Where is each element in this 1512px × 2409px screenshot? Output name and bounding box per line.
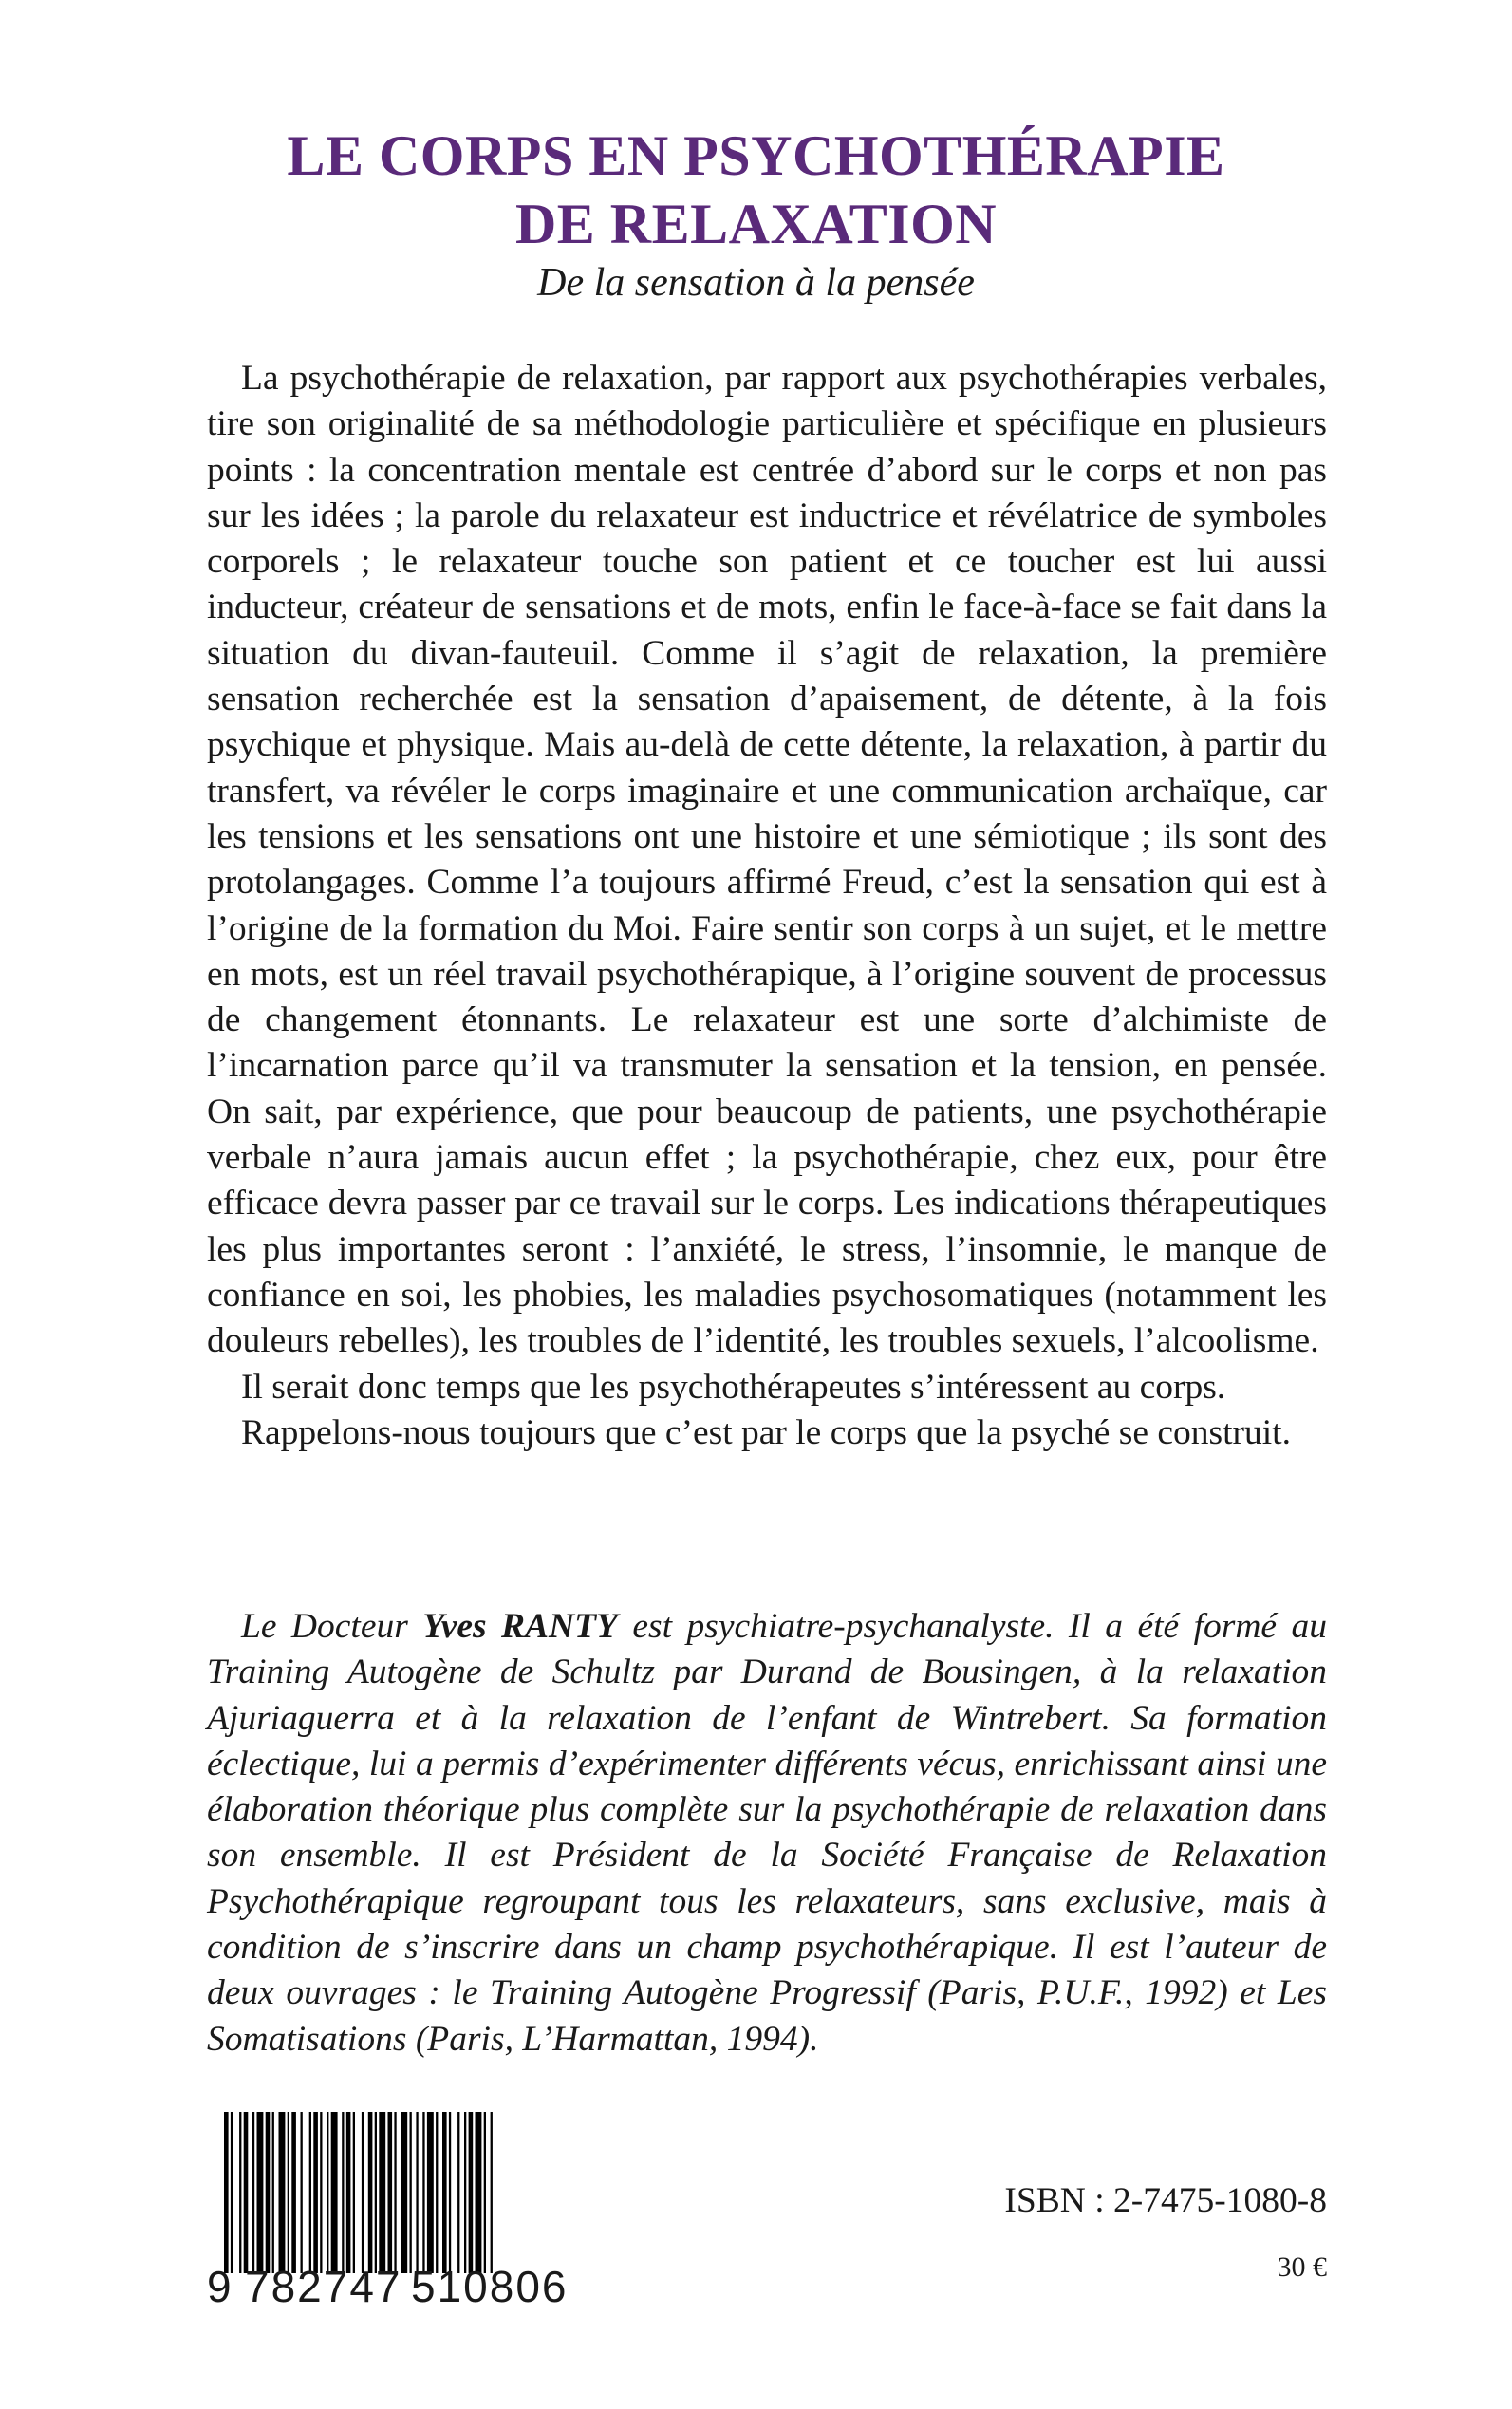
- barcode-bar: [288, 2112, 289, 2273]
- barcode-digits-left: 782747: [245, 2262, 402, 2311]
- barcode-bar: [272, 2112, 274, 2273]
- barcode-bar: [327, 2112, 328, 2273]
- barcode-bar: [394, 2112, 396, 2273]
- barcode-bar: [416, 2112, 418, 2273]
- barcode-bar: [224, 2112, 229, 2273]
- barcode-bar: [491, 2112, 493, 2273]
- barcode-bar: [331, 2112, 338, 2273]
- barcode-bar: [449, 2112, 451, 2273]
- barcode-digits-right: 510806: [411, 2262, 569, 2311]
- summary-paragraph-1: La psychothérapie de relaxation, par rapport aux psychothérapies verbales, tire son originalité de sa méthodologie particulière et spécifique en plusieurs points : la concentration mentale est centrée d’abord sur le corps et non pas sur les idées ; la parole du relaxateur est inductrice et révélatrice de symboles corporels ; le relaxateur touche son patient et ce toucher est lui aussi inducteur, créateur de sensations et de mots, enfin le face-à-face se fait dans la situation du divan-fauteuil. Comme il s’agit de relaxation, la première sensation recherchée est la sensation d’apaisement, de détente, à la fois psychique et physique. Mais au-delà de cette détente, la relaxation, à partir du transfert, va révéler le corps imaginaire et une communication archaïque, car les tensions et les sensations ont une histoire et une sémiotique ; ils sont des protolangages. Comme l’a toujours affirmé Freud, c’est la sensation qui est à l’origine de la formation du Moi. Faire sentir son corps à un sujet, et le mettre en mots, est un réel travail psychothérapique, à l’origine souvent de processus de changement étonnants. Le relaxateur est une sorte d’alchimiste de l’incarnation parce qu’il va transmuter la sensation et la tension, en pensée. On sait, par expérience, que pour beaucoup de patients, une psychothérapie verbale n’aura jamais aucun effet ; la psychothérapie, chez eux, pour être efficace devra passer par ce travail sur le corps. Les indications thérapeutiques les plus importantes seront : l’anxiété, le stress, l’insomnie, le manque de confiance en soi, les phobies, les maladies psychosomatiques (notamment les douleurs rebelles), les troubles de l’identité, les troubles sexuels, l’alcoolisme.: [207, 359, 1327, 1361]
- barcode-bars: [224, 2112, 575, 2273]
- summary-text: [207, 356, 1327, 1456]
- book-title-line-2: DE RELAXATION: [514, 193, 998, 255]
- barcode-bar: [464, 2112, 466, 2273]
- barcode: [207, 2112, 579, 2311]
- barcode-bar: [313, 2112, 318, 2273]
- barcode-bar: [457, 2112, 459, 2273]
- barcode-bar: [379, 2112, 385, 2273]
- barcode-bar: [484, 2112, 486, 2273]
- barcode-bar: [353, 2112, 355, 2273]
- bio-prefix: Le Docteur: [241, 1607, 423, 1646]
- summary-paragraph-2: Il serait donc temps que les psychothérapeutes s’intéressent au corps.: [241, 1367, 1226, 1407]
- barcode-bar: [442, 2112, 447, 2273]
- barcode-bar: [309, 2112, 311, 2273]
- price-label: 30 €: [1277, 2251, 1327, 2283]
- author-name: Yves RANTY: [422, 1607, 618, 1646]
- barcode-digits: [207, 2264, 579, 2309]
- barcode-bar: [266, 2112, 271, 2273]
- barcode-bar: [469, 2112, 474, 2273]
- barcode-bar: [401, 2112, 407, 2273]
- barcode-bar: [436, 2112, 438, 2273]
- barcode-bar: [279, 2112, 286, 2273]
- barcode-bar: [291, 2112, 296, 2273]
- author-bio: [207, 1604, 1327, 2063]
- bio-text: est psychiatre-psychanalyste. Il a été formé au Training Autogène de Schultz par Durand de Bousingen, à la relaxation Ajuriaguerra et à la relaxation de l’enfant de Wintrebert. Sa formation éclectique, lui a permis d’expérimenter différents vécus, enrichissant ainsi une élaboration théorique plus complète sur la psychothérapie de relaxation dans son ensemble. Il est Président de la Société Française de Relaxation Psychothérapique regroupant tous les relaxateurs, sans exclusive, mais à condition de s’inscrire dans un champ psychothérapique. Il est l’auteur de deux ouvrages : le Training Autogène Progressif (Paris, P.U.F., 1992) et Les Somatisations (Paris, L’Harmattan, 1994).: [207, 1607, 1327, 2059]
- barcode-bar: [476, 2112, 482, 2273]
- book-title: [0, 121, 1512, 258]
- barcode-bar: [257, 2112, 264, 2273]
- barcode-digit-first: 9: [207, 2262, 232, 2311]
- barcode-bar: [410, 2112, 412, 2273]
- barcode-bar: [388, 2112, 393, 2273]
- barcode-bar: [301, 2112, 303, 2273]
- barcode-bar: [320, 2112, 322, 2273]
- barcode-bar: [239, 2112, 241, 2273]
- barcode-bar: [252, 2112, 254, 2273]
- barcode-bar: [422, 2112, 424, 2273]
- barcode-bar: [342, 2112, 344, 2273]
- summary-paragraph-3: Rappelons-nous toujours que c’est par le corps que la psyché se construit.: [241, 1412, 1291, 1452]
- barcode-bar: [368, 2112, 373, 2273]
- barcode-bar: [362, 2112, 364, 2273]
- barcode-bar: [231, 2112, 233, 2273]
- book-subtitle: De la sensation à la pensée: [537, 261, 975, 305]
- book-title-line-1: LE CORPS EN PSYCHOTHÉRAPIE: [287, 124, 1225, 187]
- barcode-bar: [346, 2112, 351, 2273]
- barcode-bar: [244, 2112, 249, 2273]
- isbn-label: ISBN : 2-7475-1080-8: [1004, 2181, 1327, 2220]
- author-bio-paragraph: [207, 1604, 1327, 2063]
- barcode-bar: [375, 2112, 377, 2273]
- barcode-bar: [427, 2112, 434, 2273]
